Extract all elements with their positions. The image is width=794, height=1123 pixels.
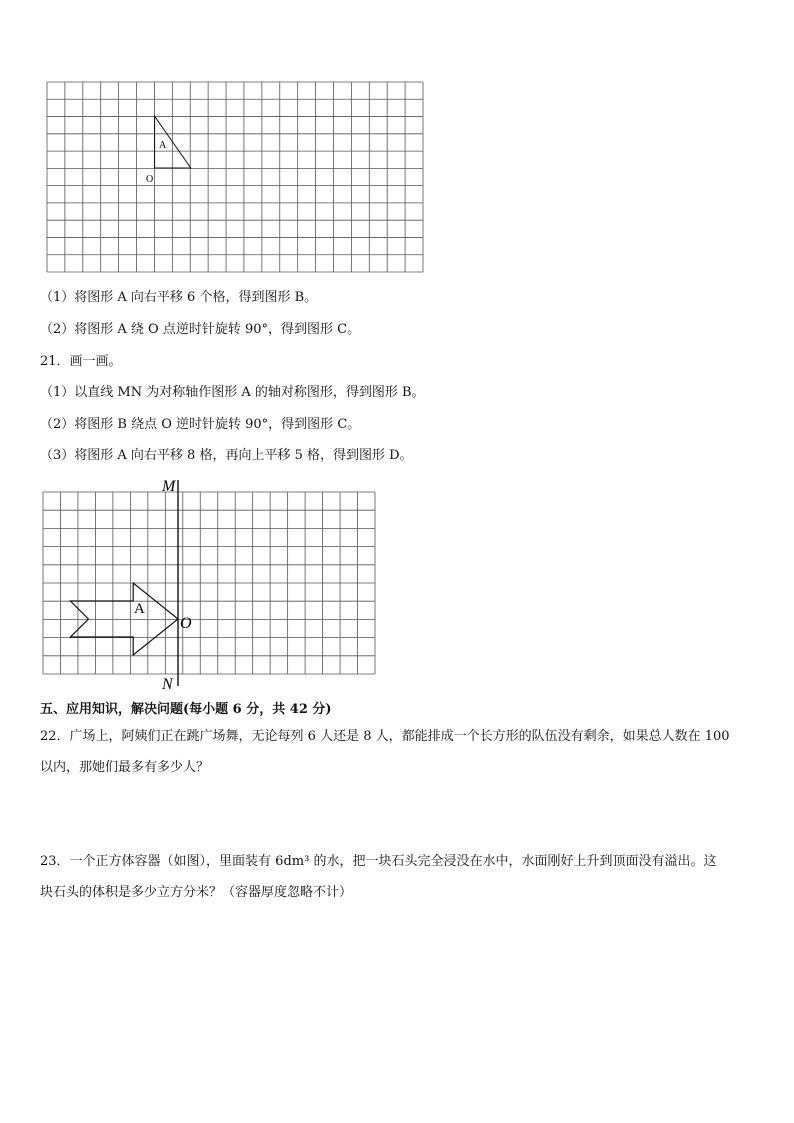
shape-label-a: A: [159, 140, 167, 151]
rotation-grid-figure: [46, 81, 426, 275]
label-o: O: [180, 615, 192, 632]
q21-item-1: （1）以直线 MN 为对称轴作图形 A 的轴对称图形，得到图形 B。: [40, 385, 425, 400]
q22-line-2: 以内，那她们最多有多少人？: [40, 760, 210, 775]
grid-lines: [43, 492, 375, 674]
q23-line-2: 块石头的体积是多少立方分米？（容器厚度忽略不计）: [40, 885, 353, 900]
section-heading: 五、应用知识，解决问题(每小题 6 分，共 42 分): [40, 702, 332, 717]
symmetry-grid-figure: [38, 474, 378, 694]
q22-line-1: 22．广场上，阿姨们正在跳广场舞，无论每列 6 人还是 8 人，都能排成一个长方形的队伍没有剩余，如果总人数在 100: [40, 729, 730, 744]
point-label-o: O: [146, 174, 154, 185]
grid-lines: [47, 82, 423, 272]
label-n: N: [162, 676, 173, 693]
label-m: M: [162, 478, 176, 495]
shape-label-a: A: [134, 601, 145, 617]
q21-item-2: （2）将图形 B 绕点 O 逆时针旋转 90°，得到图形 C。: [40, 417, 361, 432]
q20-item-1: （1）将图形 A 向右平移 6 个格，得到图形 B。: [40, 290, 318, 305]
q21-title: 21．画一画。: [40, 354, 122, 369]
q21-item-3: （3）将图形 A 向右平移 8 格，再向上平移 5 格，得到图形 D。: [40, 448, 413, 463]
q20-item-2: （2）将图形 A 绕 O 点逆时针旋转 90°，得到图形 C。: [40, 322, 361, 337]
q23-line-1: 23．一个正方体容器（如图），里面装有 6dm³ 的水，把一块石头完全浸没在水中，水面刚好上升到顶面没有溢出。这: [40, 854, 717, 869]
